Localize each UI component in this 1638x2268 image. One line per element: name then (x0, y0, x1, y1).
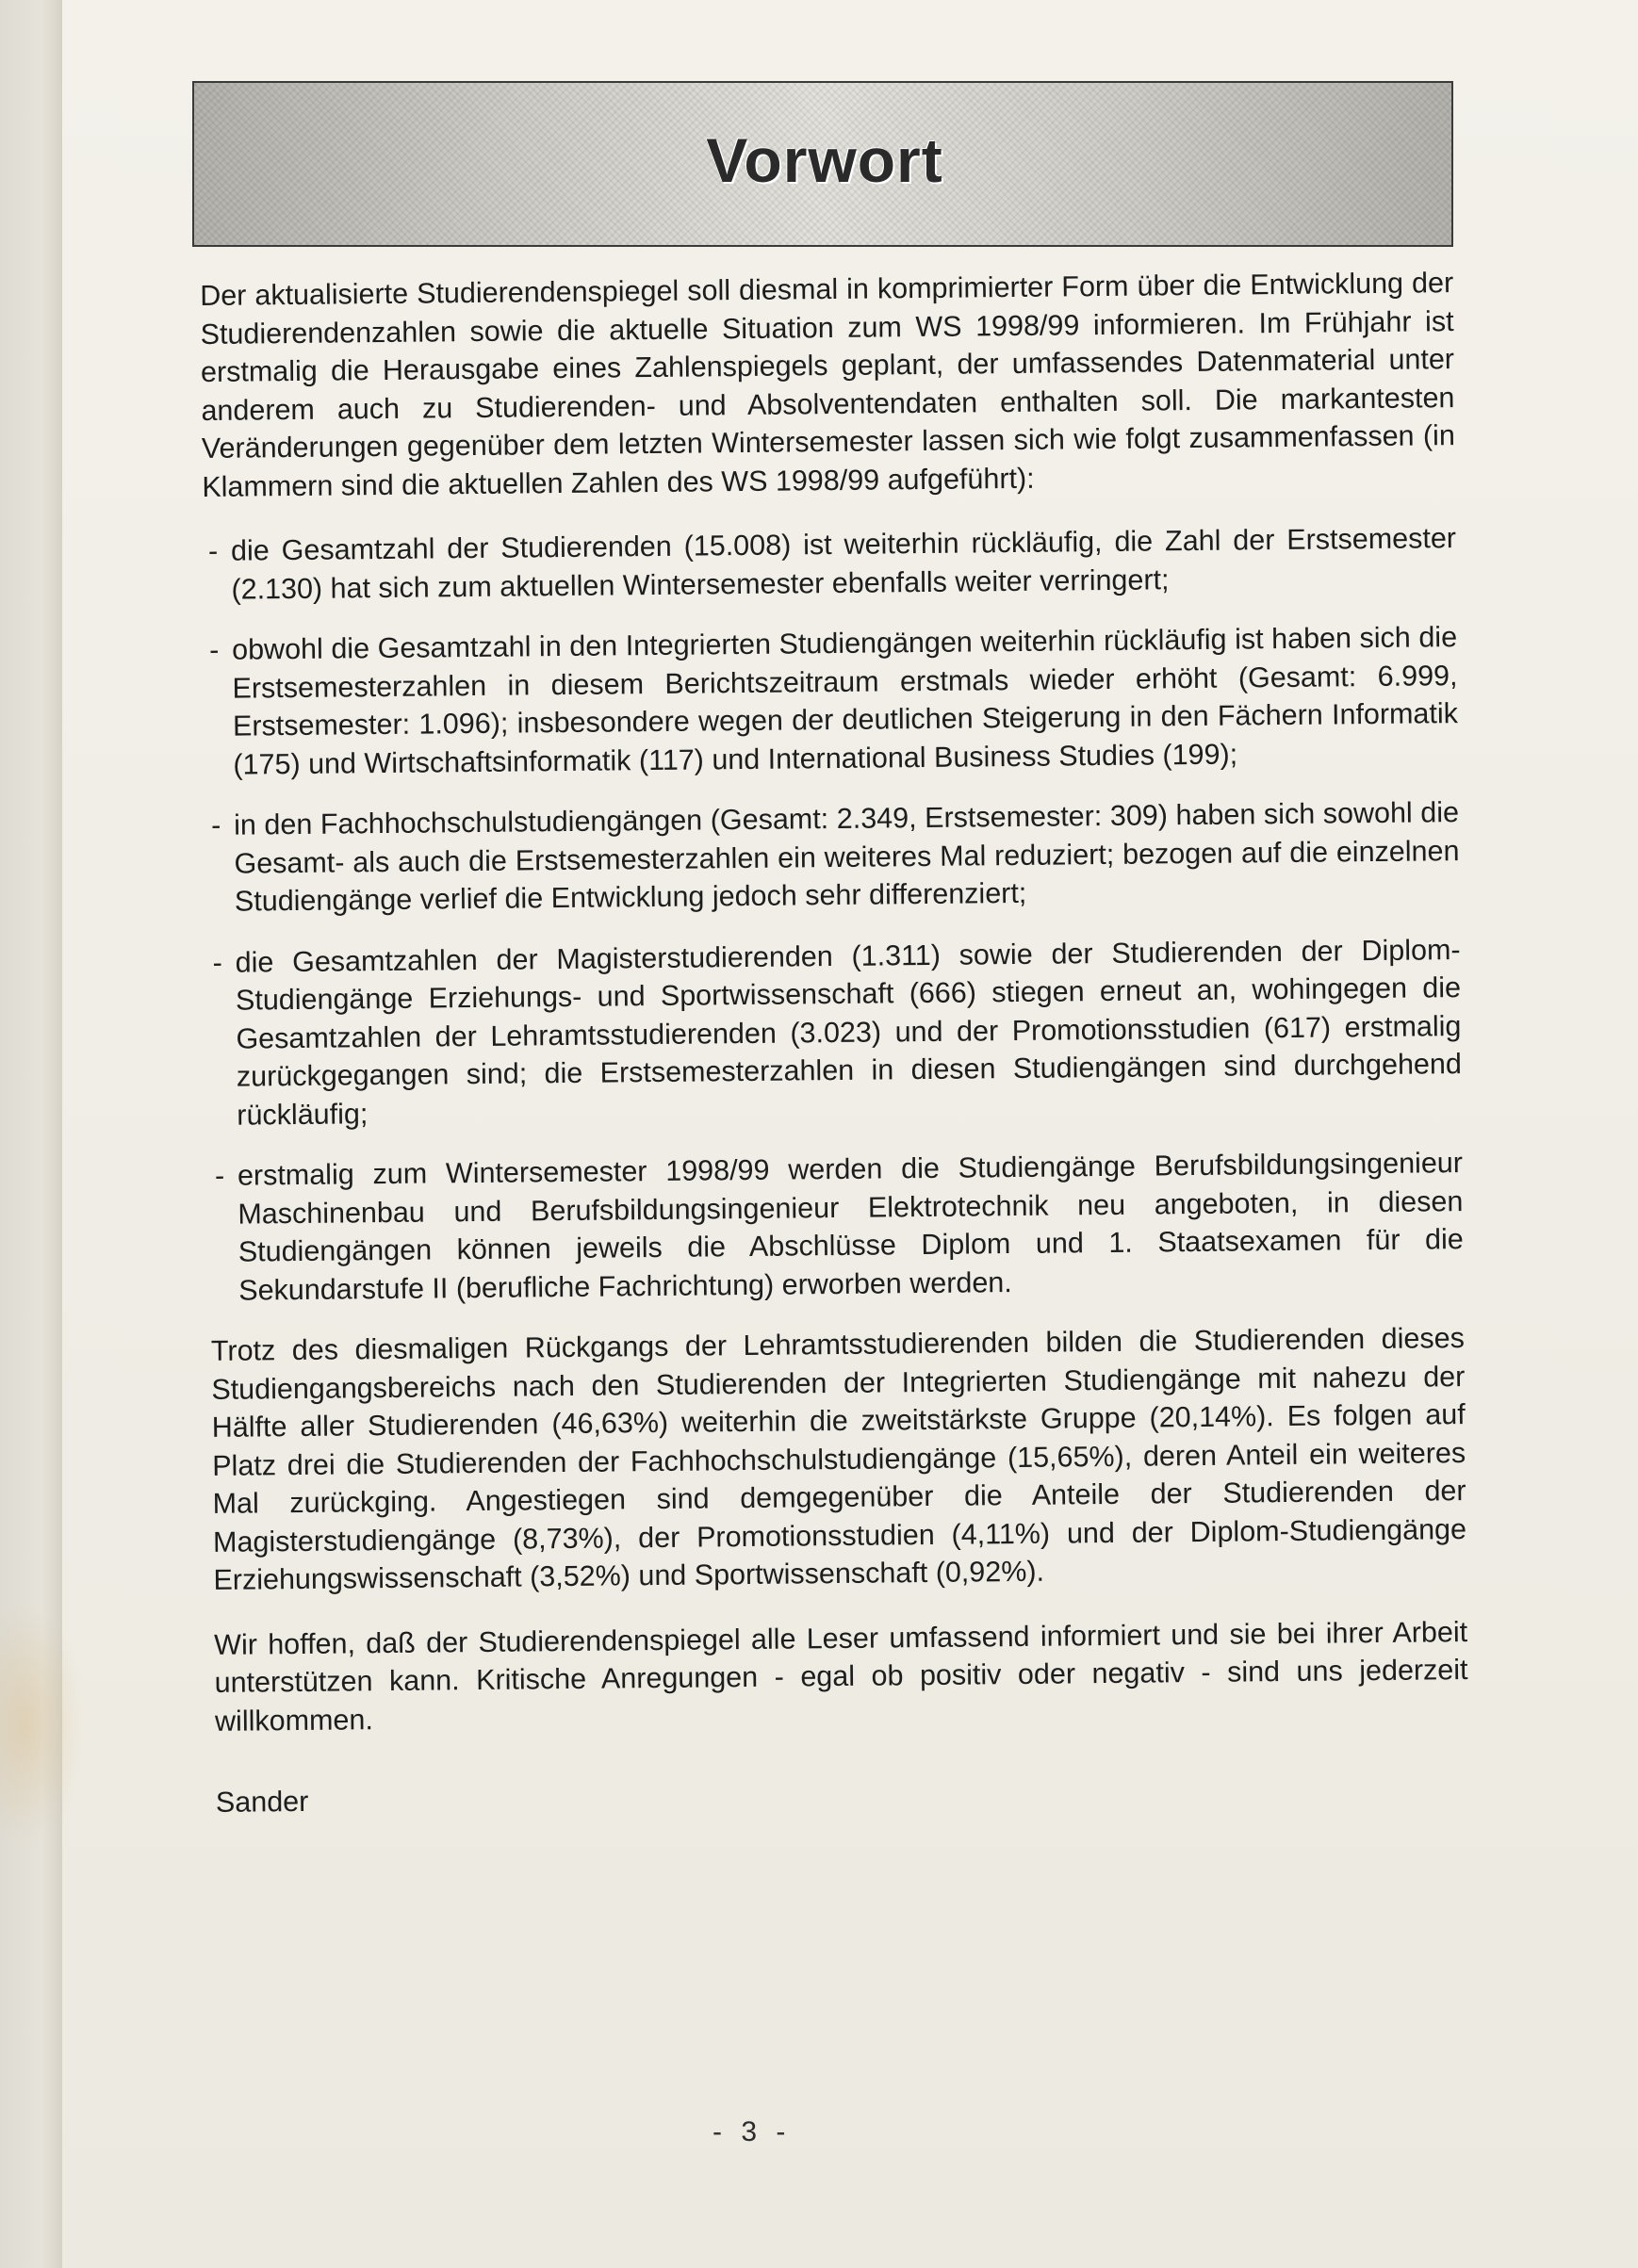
changes-list (203, 519, 1465, 1310)
page-number: - 3 - (713, 2116, 792, 2147)
document-body (200, 264, 1469, 1848)
signature: Sander (215, 1785, 309, 1819)
list-item (204, 618, 1459, 784)
bullet-dash: - (208, 633, 220, 666)
intro-paragraph: Der aktualisierte Studierendenspiegel soll diesmal in komprimierter Form über die Entwicklung der Studierendenzahlen sowie die aktuelle Situation zum WS 1998/99 informieren. Im Frühjahr ist erstmalig die Herausgabe eines Zahlenspiegels geplant, der umfassendes Datenmaterial unter anderem auch zu Studierenden- und Absolventendaten enthalten soll. Die markantesten Veränderungen gegenüber dem letzten Wintersemester lassen sich wie folgt zusammenfassen (in Klammern sind die aktuellen Zahlen des WS 1998/99 aufgeführt): (200, 267, 1456, 503)
list-item-text: die Gesamtzahlen der Magisterstudierenden (1.311) sowie der Studierenden der Diplom-Studiengänge Erziehungs- und Sportwissenschaft (666) stiegen erneut an, wohingegen die Gesamtzahlen der Lehramtsstudierenden (3.023) und der Promotionsstudien (617) erstmalig zurückgegangen sind; die Erstsemesterzahlen in diesen Studiengängen sind durchgehend rückläufig; (235, 933, 1462, 1132)
summary-paragraph: Trotz des diesmaligen Rückgangs der Lehramtsstudierenden bilden die Studierenden dieses Studiengangsbereichs nach den Studierenden der Integrierten Studiengänge mit nahezu der Hälfte aller Studierenden (46,63%) weiterhin die zweitstärkste Gruppe (20,14%). Es folgen auf Platz drei die Studierenden der Fachhochschulstudiengänge (15,65%), deren Anteil ein weiteres Mal zurückging. Angestiegen sind demgegenüber die Anteile der Studierenden der Magisterstudiengänge (8,73%), der Promotionsstudien (4,11%) und der Diplom-Studiengänge Erziehungswissenschaft (3,52%) und Sportwissenschaft (0,92%). (210, 1322, 1467, 1596)
list-item-text: obwohl die Gesamtzahl in den Integrierten Studiengängen weiterhin rückläufig ist haben sich die Erstsemesterzahlen in diesem Berichtszeitraum erstmals wieder erhöht (Gesamt: 6.999, Erstsemester: 1.096); insbesondere wegen der deutlichen Steigerung in den Fächern Informatik (175) und Wirtschaftsinformatik (117) und International Business Studies (199); (231, 621, 1459, 781)
bullet-dash: - (207, 534, 219, 567)
bullet-dash: - (212, 946, 222, 979)
list-item-text: erstmalig zum Wintersemester 1998/99 werden die Studiengänge Berufsbildungsingenieur Maschinenbau und Berufsbildungsingenieur Elektrotechnik neu angeboten, in diesen Studiengängen können jeweils die Abschlüsse Diplom und 1. Staatsexamen für die Sekundarstufe II (berufliche Fachrichtung) erworben werden. (237, 1147, 1464, 1307)
page-title: Vorwort (706, 125, 943, 195)
bullet-dash: - (210, 808, 221, 841)
list-item (205, 793, 1460, 921)
list-item (209, 1144, 1465, 1310)
paper-stain (0, 1602, 85, 1847)
list-item (206, 931, 1462, 1134)
list-item-text: die Gesamtzahl der Studierenden (15.008) ist weiterhin rückläufig, die Zahl der Erstsemester (2.130) hat sich zum aktuellen Wintersemester ebenfalls weiter verringert; (230, 522, 1457, 606)
page-gutter (0, 0, 60, 2268)
list-item (203, 519, 1457, 609)
bullet-dash: - (214, 1159, 225, 1192)
closing-paragraph: Wir hoffen, daß der Studierendenspiegel alle Leser umfassend informiert und sie bei ihrer Arbeit unterstützen kann. Kritische Anregungen - egal ob positiv oder negativ - sind uns jederzeit willkommen. (214, 1615, 1468, 1738)
list-item-text: in den Fachhochschulstudiengängen (Gesamt: 2.349, Erstsemester: 309) haben sich sowohl die Gesamt- als auch die Erstsemesterzahlen ein weiteres Mal reduziert; bezogen auf die einzelnen Studiengänge verlief die Entwicklung jedoch sehr differenziert; (233, 796, 1460, 918)
title-banner (192, 81, 1453, 247)
